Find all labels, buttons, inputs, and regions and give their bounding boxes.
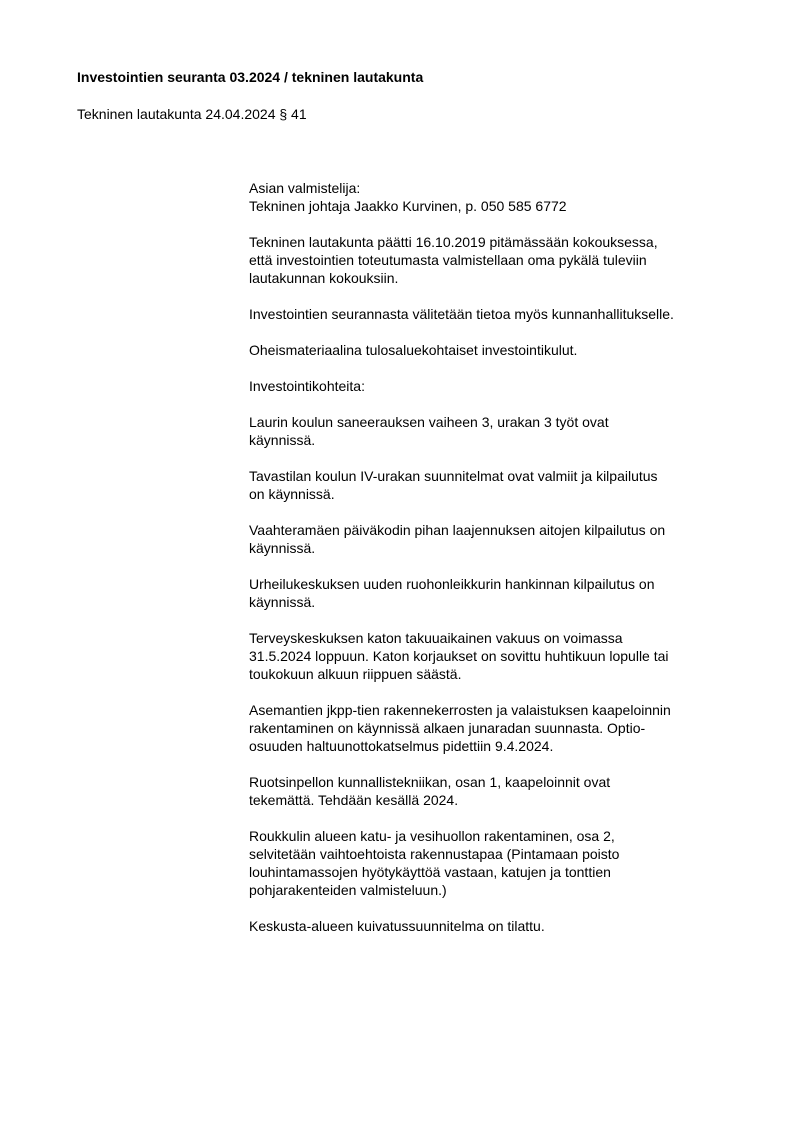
paragraph	[249, 521, 739, 557]
text-line: Investointien seurannasta välitetään tietoa myös kunnanhallitukselle.	[249, 306, 674, 322]
text-line: Urheilukeskuksen uuden ruohonleikkurin hankinnan kilpailutus on	[249, 576, 655, 592]
text-line: Tekninen johtaja Jaakko Kurvinen, p. 050 585 6772	[249, 198, 567, 214]
text-line: Asemantien jkpp-tien rakennekerrosten ja valaistuksen kaapeloinnin	[249, 702, 671, 718]
text-line: pohjarakenteiden valmisteluun.)	[249, 882, 447, 898]
paragraph	[249, 341, 739, 359]
text-line: Tekninen lautakunta päätti 16.10.2019 pitämässään kokouksessa,	[249, 234, 658, 250]
text-line: Vaahteramäen päiväkodin pihan laajennuksen aitojen kilpailutus on	[249, 522, 666, 538]
text-line: käynnissä.	[249, 540, 316, 556]
text-line: selvitetään vaihtoehtoista rakennustapaa (Pintamaan poisto	[249, 846, 620, 862]
text-line: osuuden haltuunottokatselmus pidettiin 9.4.2024.	[249, 738, 554, 754]
paragraph	[249, 467, 739, 503]
text-line: lautakunnan kokouksiin.	[249, 270, 399, 286]
text-line: käynnissä.	[249, 432, 316, 448]
text-line: Investointikohteita:	[249, 378, 365, 394]
paragraph	[249, 701, 739, 755]
text-line: rakentaminen on käynnissä alkaen junaradan suunnasta. Optio-	[249, 720, 646, 736]
text-line: Tavastilan koulun IV-urakan suunnitelmat ovat valmiit ja kilpailutus	[249, 468, 658, 484]
text-line: Ruotsinpellon kunnallistekniikan, osan 1, kaapeloinnit ovat	[249, 774, 611, 790]
text-line: toukokuun alkuun riippuen säästä.	[249, 666, 462, 682]
meeting-reference: Tekninen lautakunta 24.04.2024 § 41	[77, 106, 307, 122]
paragraph	[249, 413, 739, 449]
text-line: on käynnissä.	[249, 486, 335, 502]
text-line: 31.5.2024 loppuun. Katon korjaukset on sovittu huhtikuun lopulle tai	[249, 648, 669, 664]
text-line: Keskusta-alueen kuivatussuunnitelma on tilattu.	[249, 918, 545, 934]
paragraph	[249, 233, 739, 287]
paragraph	[249, 773, 739, 809]
text-line: Asian valmistelija:	[249, 180, 361, 196]
document-body	[249, 179, 739, 953]
text-line: että investointien toteutumasta valmistellaan oma pykälä tuleviin	[249, 252, 647, 268]
paragraph	[249, 917, 739, 935]
text-line: Oheismateriaalina tulosaluekohtaiset investointikulut.	[249, 342, 578, 358]
text-line: käynnissä.	[249, 594, 316, 610]
text-line: louhintamassojen hyötykäyttöä vastaan, katujen ja tonttien	[249, 864, 611, 880]
paragraph	[249, 377, 739, 395]
text-line: Roukkulin alueen katu- ja vesihuollon rakentaminen, osa 2,	[249, 828, 615, 844]
paragraph	[249, 629, 739, 683]
paragraph	[249, 575, 739, 611]
text-line: tekemättä. Tehdään kesällä 2024.	[249, 792, 459, 808]
text-line: Laurin koulun saneerauksen vaiheen 3, urakan 3 työt ovat	[249, 414, 609, 430]
paragraph	[249, 179, 739, 215]
paragraph	[249, 827, 739, 899]
page-title: Investointien seuranta 03.2024 / tekninen lautakunta	[77, 69, 424, 85]
paragraph	[249, 305, 739, 323]
text-line: Terveyskeskuksen katon takuuaikainen vakuus on voimassa	[249, 630, 623, 646]
